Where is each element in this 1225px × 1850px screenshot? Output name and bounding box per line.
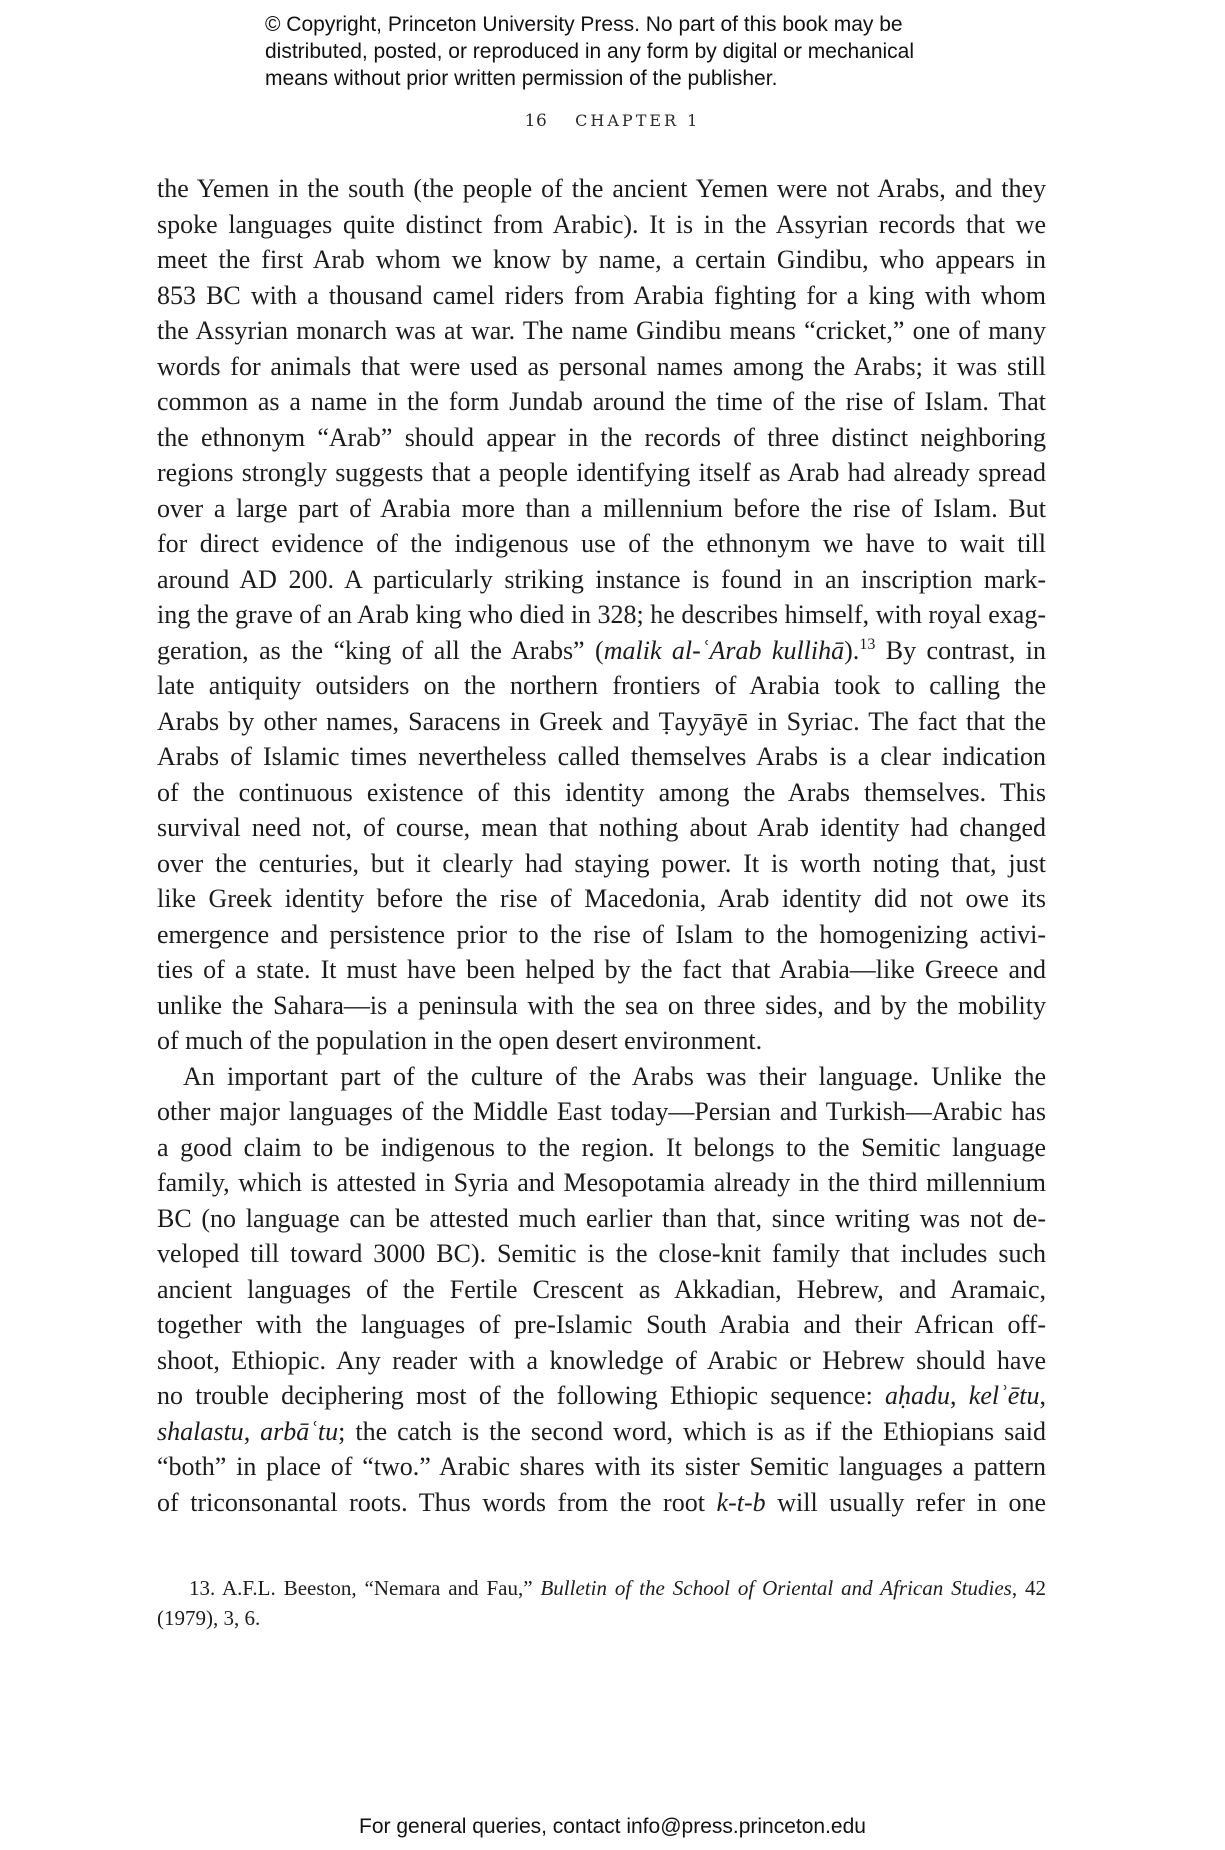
- italic-word: shalastu: [157, 1416, 244, 1446]
- text-line: ing the grave of an Arab king who died in 328; he describes himself, with royal exag-: [157, 600, 1046, 629]
- footnote-reference[interactable]: 13: [859, 635, 876, 653]
- text-line: 853 BC with a thousand camel riders from Arabia fighting for a king with whom: [157, 280, 1046, 310]
- text-line: like Greek identity before the rise of Macedonia, Arab identity did not owe its: [157, 884, 1046, 913]
- text-run: ,: [1039, 1381, 1047, 1410]
- text-line: ancient languages of the Fertile Crescent as Akkadian, Hebrew, and Aramaic,: [157, 1274, 1046, 1304]
- text-run: ).: [844, 635, 860, 665]
- footnote-line: [157, 1573, 1046, 1603]
- text-line: Arabs by other names, Saracens in Greek and Ṭayyāyē in Syriac. The fact that the: [157, 706, 1046, 736]
- text-run: ,: [950, 1381, 969, 1410]
- body-text: [157, 171, 1046, 1520]
- chapter-title: CHAPTER 1: [575, 111, 701, 130]
- text-line: over a large part of Arabia more than a millennium before the rise of Islam. But: [157, 493, 1046, 523]
- footnote-number: 13.: [189, 1576, 216, 1600]
- journal-title: Bulletin of the School of Oriental and African Studies: [540, 1576, 1012, 1600]
- text-line: meet the first Arab whom we know by name, a certain Gindibu, who appears in: [157, 245, 1046, 274]
- text-line: the Assyrian monarch was at war. The name Gindibu means “cricket,” one of many: [157, 316, 1046, 345]
- italic-word: kelʾētu: [968, 1381, 1040, 1410]
- text-line: unlike the Sahara—is a peninsula with the sea on three sides, and by the mobility: [157, 990, 1046, 1020]
- footer-contact: For general queries, contact info@press.princeton.edu: [359, 1815, 866, 1838]
- text-run: geration, as the “king of all the Arabs” (: [157, 635, 604, 665]
- text-line: [157, 633, 1046, 669]
- italic-word: aḥadu: [885, 1381, 951, 1410]
- text-line: Arabs of Islamic times nevertheless called themselves Arabs is a clear indication: [157, 742, 1046, 771]
- text-line: the Yemen in the south (the people of the ancient Yemen were not Arabs, and they: [157, 174, 1046, 203]
- text-run: ; the catch is the second word, which is as if the Ethiopians said: [338, 1416, 1046, 1446]
- text-run: By contrast, in: [875, 635, 1047, 665]
- text-line: around AD 200. A particularly striking instance is found in an inscription mark-: [157, 564, 1046, 594]
- text-line: spoke languages quite distinct from Arabic). It is in the Assyrian records that we: [157, 209, 1046, 239]
- text-line: over the centuries, but it clearly had staying power. It is worth noting that, just: [157, 848, 1046, 878]
- text-line: ties of a state. It must have been helped by the fact that Arabia—like Greece and: [157, 955, 1046, 984]
- footnote: [157, 1573, 1046, 1633]
- copyright-line: distributed, posted, or reproduced in any form by digital or mechanical: [265, 40, 915, 63]
- text-line: of the continuous existence of this identity among the Arabs themselves. This: [157, 777, 1046, 807]
- running-head: [0, 111, 1225, 131]
- text-line: late antiquity outsiders on the northern frontiers of Arabia took to calling the: [157, 671, 1046, 700]
- text-line: “both” in place of “two.” Arabic shares with its sister Semitic languages a pattern: [157, 1452, 1046, 1481]
- italic-word: k-t-b: [716, 1487, 766, 1517]
- text-line: [157, 1378, 1046, 1414]
- text-line: of much of the population in the open desert environment.: [157, 1026, 763, 1055]
- text-run: no trouble deciphering most of the following Ethiopic sequence:: [157, 1381, 886, 1410]
- italic-phrase: malik al-ʿArab kullihā: [603, 635, 845, 665]
- text-line: the ethnonym “Arab” should appear in the records of three distinct neighboring: [157, 422, 1046, 452]
- text-run: A.F.L. Beeston, “Nemara and Fau,”: [215, 1576, 541, 1600]
- copyright-line: means without prior written permission of the publisher.: [265, 67, 778, 90]
- footnote-line: (1979), 3, 6.: [157, 1606, 261, 1630]
- copyright-line: © Copyright, Princeton University Press. No part of this book may be: [265, 13, 903, 36]
- text-line: words for animals that were used as personal names among the Arabs; it was still: [157, 351, 1046, 381]
- text-line: [157, 1485, 1046, 1521]
- text-run: , 42: [1011, 1576, 1047, 1600]
- text-line: regions strongly suggests that a people identifying itself as Arab had already spread: [157, 458, 1046, 487]
- text-line: An important part of the culture of the Arabs was their language. Unlike the: [183, 1061, 1046, 1091]
- text-run: will usually refer in one: [765, 1487, 1047, 1517]
- italic-word: arbāʿtu: [260, 1416, 339, 1446]
- text-line: for direct evidence of the indigenous use of the ethnonym we have to wait till: [157, 529, 1046, 558]
- page-number: 16: [524, 111, 548, 131]
- text-line: emergence and persistence prior to the rise of Islam to the homogenizing activi-: [157, 919, 1046, 949]
- text-line: common as a name in the form Jundab around the time of the rise of Islam. That: [157, 387, 1046, 416]
- text-line: family, which is attested in Syria and Mesopotamia already in the third millennium: [157, 1168, 1046, 1197]
- text-line: [157, 1414, 1046, 1450]
- text-line: a good claim to be indigenous to the region. It belongs to the Semitic language: [157, 1132, 1046, 1162]
- text-line: BC (no language can be attested much earlier than that, since writing was not de-: [157, 1203, 1046, 1233]
- text-run: ,: [243, 1416, 261, 1446]
- text-line: together with the languages of pre-Islamic South Arabia and their African off-: [157, 1310, 1046, 1339]
- copyright-notice: [265, 11, 1025, 92]
- text-line: survival need not, of course, mean that nothing about Arab identity had changed: [157, 813, 1046, 842]
- text-line: other major languages of the Middle East today—Persian and Turkish—Arabic has: [157, 1097, 1046, 1126]
- text-run: of triconsonantal roots. Thus words from the root: [157, 1487, 717, 1517]
- text-line: shoot, Ethiopic. Any reader with a knowledge of Arabic or Hebrew should have: [157, 1345, 1046, 1375]
- text-line: veloped till toward 3000 BC). Semitic is the close-knit family that includes such: [157, 1239, 1046, 1268]
